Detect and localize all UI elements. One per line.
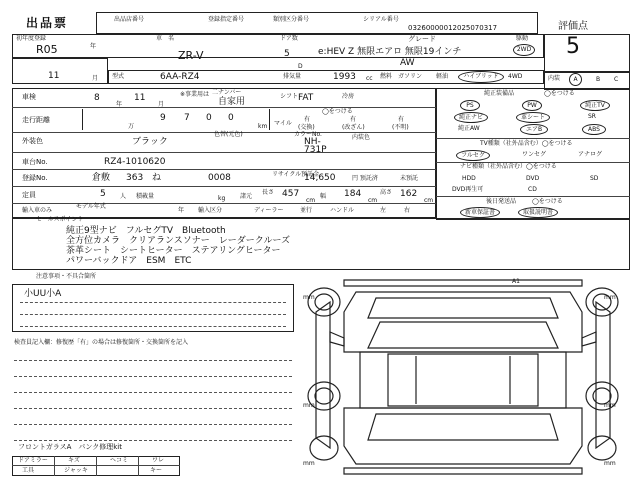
interior-color-label: 内装色: [352, 134, 371, 141]
cc-unit: cc: [366, 75, 373, 82]
equip-navi: 純正ナビ: [454, 112, 488, 123]
recycle-value: 14,650: [304, 173, 336, 183]
recycle-label: リサイクル預託金: [272, 171, 320, 178]
first-reg-label: 初年度登録: [16, 35, 47, 42]
sales-line-3: 茶革シート シートヒーター ステアリングヒーター: [66, 246, 281, 256]
use-note: 二ナンバー: [212, 89, 242, 96]
sales-line-2: 全方位カメラ クリアランスソナー レーダークルーズ: [66, 236, 291, 246]
mileage-opt2: 有: [350, 116, 357, 123]
shift-label: シフト: [280, 93, 299, 100]
reg-class: 363: [126, 173, 144, 183]
mileage-label: 走行距離: [22, 116, 50, 124]
sales-line-4: パワーバックドア ESM ETC: [66, 256, 192, 266]
sales-line-1: 純正9型ナビ フルセグTV Bluetooth: [66, 226, 226, 236]
capacity-value: 5: [100, 189, 106, 199]
mileage-opt2-sub: (改ざん): [342, 124, 365, 131]
model-label: 車 名: [156, 35, 175, 42]
reg-city: 倉敷: [92, 173, 111, 183]
fuel-label: 燃料: [380, 73, 393, 80]
use-label: ※事業用は: [180, 91, 210, 98]
reg-label: 登録No.: [22, 174, 48, 182]
notes-content: 小UU小A: [24, 289, 62, 299]
specs-label: 諸元: [240, 193, 253, 200]
navi-title: ナビ種類（社外品含む）◯をつける: [460, 163, 557, 170]
type-label: 型式: [112, 73, 125, 80]
length-label: 長さ: [262, 189, 275, 196]
deposit-label: 円 預託済: [352, 175, 378, 182]
legend-h4: ワレ: [152, 457, 165, 464]
mileage-digit-3: 0: [206, 113, 212, 123]
drive-2wd: 2WD: [513, 44, 535, 56]
serial-label: シリアル番号: [363, 16, 399, 23]
drive-4wd: 4WD: [508, 73, 523, 80]
mm-label-2: mm: [604, 294, 616, 301]
shift-value: FAT: [298, 93, 314, 103]
length-value: 457: [282, 189, 300, 199]
length-unit: cm: [306, 197, 316, 204]
handle-label: ハンドル: [330, 207, 355, 214]
first-reg-year-label: 年: [90, 43, 97, 50]
inspection-year: 8: [94, 93, 100, 103]
navi-sd: SD: [590, 175, 599, 182]
fuel-value: ガソリン: [398, 73, 423, 80]
navi-dvd-play: DVD再生可: [452, 186, 484, 193]
grade-col-label: グレード: [408, 35, 436, 43]
mileage-opt3: 有: [398, 116, 405, 123]
mileage-opt3-sub: (不明): [392, 124, 409, 131]
store-number-label: 出品店番号: [114, 16, 145, 23]
sales-title: セールスポイント: [36, 216, 84, 223]
chassis-label: 車台No.: [22, 158, 48, 166]
chassis-value: RZ4-1010620: [104, 157, 166, 167]
tv-title: TV種類（社外品含む）◯をつける: [480, 140, 573, 147]
after-title: 後日発送品: [486, 198, 517, 205]
reg-designation-label: 登録指定番号: [208, 16, 245, 23]
import-parallel: 並行: [300, 207, 313, 214]
equip-pw: PW: [522, 100, 542, 111]
mm-label-1: mm: [303, 294, 315, 301]
displacement-label: 排気量: [283, 73, 302, 80]
handle-right: 右: [404, 207, 411, 214]
load-label: 積載量: [136, 193, 155, 200]
tv-fullseg: フルセグ: [456, 150, 490, 161]
mm-label-3: mm: [303, 402, 315, 409]
model-year-suffix: 年: [178, 207, 185, 214]
width-value: 184: [344, 189, 362, 199]
sheet-title: 出品票: [26, 16, 69, 30]
interior-grade-b: B: [596, 76, 601, 83]
equip-airbag: エアB: [520, 124, 548, 135]
reg-kana: ね: [152, 173, 162, 183]
inspection-month-label: 月: [158, 101, 165, 108]
legend-h1: ドアミラー: [18, 457, 48, 464]
first-reg-month: 11: [48, 71, 60, 81]
after-manual: 取扱説明書: [518, 207, 558, 218]
tv-analog: アナログ: [578, 151, 603, 158]
legend-h3: ヘコミ: [110, 457, 129, 464]
capacity-label: 定員: [22, 191, 36, 199]
equip-aw: 純正AW: [458, 125, 480, 132]
equip-sr: SR: [588, 113, 596, 120]
import-dealer: ディーラー: [254, 207, 284, 214]
serial-number: 03260000012025070317: [408, 24, 498, 32]
width-unit: cm: [368, 197, 378, 204]
grade-text-1: e:HEV Z 無限エアロ 無限19インチ: [318, 47, 462, 57]
mileage-circle-note: ◯をつける: [322, 108, 353, 115]
diagram-a1: A1: [512, 278, 520, 285]
color-no-value-1: NH-: [304, 137, 321, 147]
handle-left: 左: [380, 207, 387, 214]
hybrid-circle: ハイブリッド: [458, 71, 504, 83]
model-year-label: モデル年式: [76, 203, 106, 210]
auction-sheet: [8, 4, 630, 476]
height-unit: cm: [424, 197, 434, 204]
type-value: 6AA-RZ4: [160, 72, 200, 82]
drive-label: 駆動: [516, 35, 529, 42]
inspection-label: 車検: [22, 93, 36, 101]
use-value: 自家用: [218, 97, 246, 107]
first-reg-month-label: 月: [92, 75, 99, 82]
equipment-note: ◯をつける: [544, 90, 575, 97]
mileage-digit-4: 0: [228, 113, 234, 123]
load-unit: kg: [218, 195, 226, 202]
front-glass-note: フロントガラスA パンク修理kit: [18, 443, 122, 451]
import-class-label: 輸入区分: [198, 207, 223, 214]
mileage-km: km: [258, 123, 268, 130]
tv-oneseg: ワンセグ: [522, 151, 547, 158]
equip-tv: 純正TV: [580, 100, 610, 111]
interior-grade-a: A: [569, 73, 582, 86]
doors-value: 5: [284, 49, 290, 59]
equipment-title: 純正装備品: [484, 90, 515, 97]
color-change-label: 色替(元色): [214, 131, 243, 138]
grade-score: 5: [566, 34, 580, 59]
mileage-man: 万: [128, 123, 135, 130]
navi-cd: CD: [528, 186, 537, 193]
category-label: 類別区分番号: [273, 16, 310, 23]
legend-key: キー: [150, 467, 163, 474]
legend-tool: 工具: [22, 467, 35, 474]
equip-ps: PS: [460, 100, 480, 111]
inspector-title: 検査員記入欄：修復歴「有」の場合は修復箇所・交換箇所を記入: [14, 339, 189, 346]
equip-leather: 革シート: [516, 112, 550, 123]
grade-score-box: [544, 34, 630, 72]
inspection-year-label: 年: [116, 101, 123, 108]
doors-suffix: D: [298, 63, 303, 70]
color-no-value-2: 731P: [304, 145, 327, 155]
exterior-color-value: ブラック: [132, 137, 168, 147]
after-warranty: 新車保証書: [460, 207, 500, 218]
interior-label: 内装: [548, 75, 561, 82]
mileage-opt1-sub: (交換): [298, 124, 315, 131]
diesel-label: 軽油: [436, 73, 449, 80]
legend-h2: キズ: [68, 457, 80, 464]
undeposit-label: 未預託: [400, 175, 419, 182]
mm-label-4: mm: [604, 402, 616, 409]
grade-score-label: 評価点: [558, 21, 588, 32]
height-value: 162: [400, 189, 418, 199]
mileage-digit-2: 7: [184, 113, 190, 123]
navi-dvd: DVD: [526, 175, 540, 182]
mm-label-5: mm: [303, 460, 315, 467]
mileage-digit-1: 9: [160, 113, 166, 123]
first-reg-year: R05: [36, 43, 58, 56]
capacity-unit: 人: [120, 193, 127, 200]
import-label: 輸入車のみ: [22, 207, 53, 214]
displacement-value: 1993: [333, 72, 356, 82]
exterior-color-label: 外装色: [22, 137, 43, 145]
reg-number: 0008: [208, 173, 231, 183]
doors-label: ドア数: [280, 35, 298, 42]
mm-label-6: mm: [604, 460, 616, 467]
car-diagram: [296, 272, 630, 476]
notes-title: 注意事項・不具合箇所: [36, 273, 97, 280]
color-no-label: カラーNo.: [294, 131, 322, 138]
model-name: ZR-V: [178, 49, 204, 62]
equip-abs: ABS: [582, 124, 606, 135]
mileage-opt1: 有: [304, 116, 311, 123]
height-label: 高さ: [380, 189, 393, 196]
interior-grade-c: C: [614, 76, 619, 83]
legend-jack: ジャッキ: [64, 467, 88, 474]
grade-text-2: AW: [400, 58, 415, 68]
after-note: ◯をつける: [532, 198, 563, 205]
navi-hdd: HDD: [462, 175, 476, 182]
inspection-month: 11: [134, 93, 146, 103]
mile-label: マイル: [274, 120, 292, 127]
ac-label: 冷房: [342, 93, 355, 100]
width-label: 幅: [320, 193, 327, 200]
